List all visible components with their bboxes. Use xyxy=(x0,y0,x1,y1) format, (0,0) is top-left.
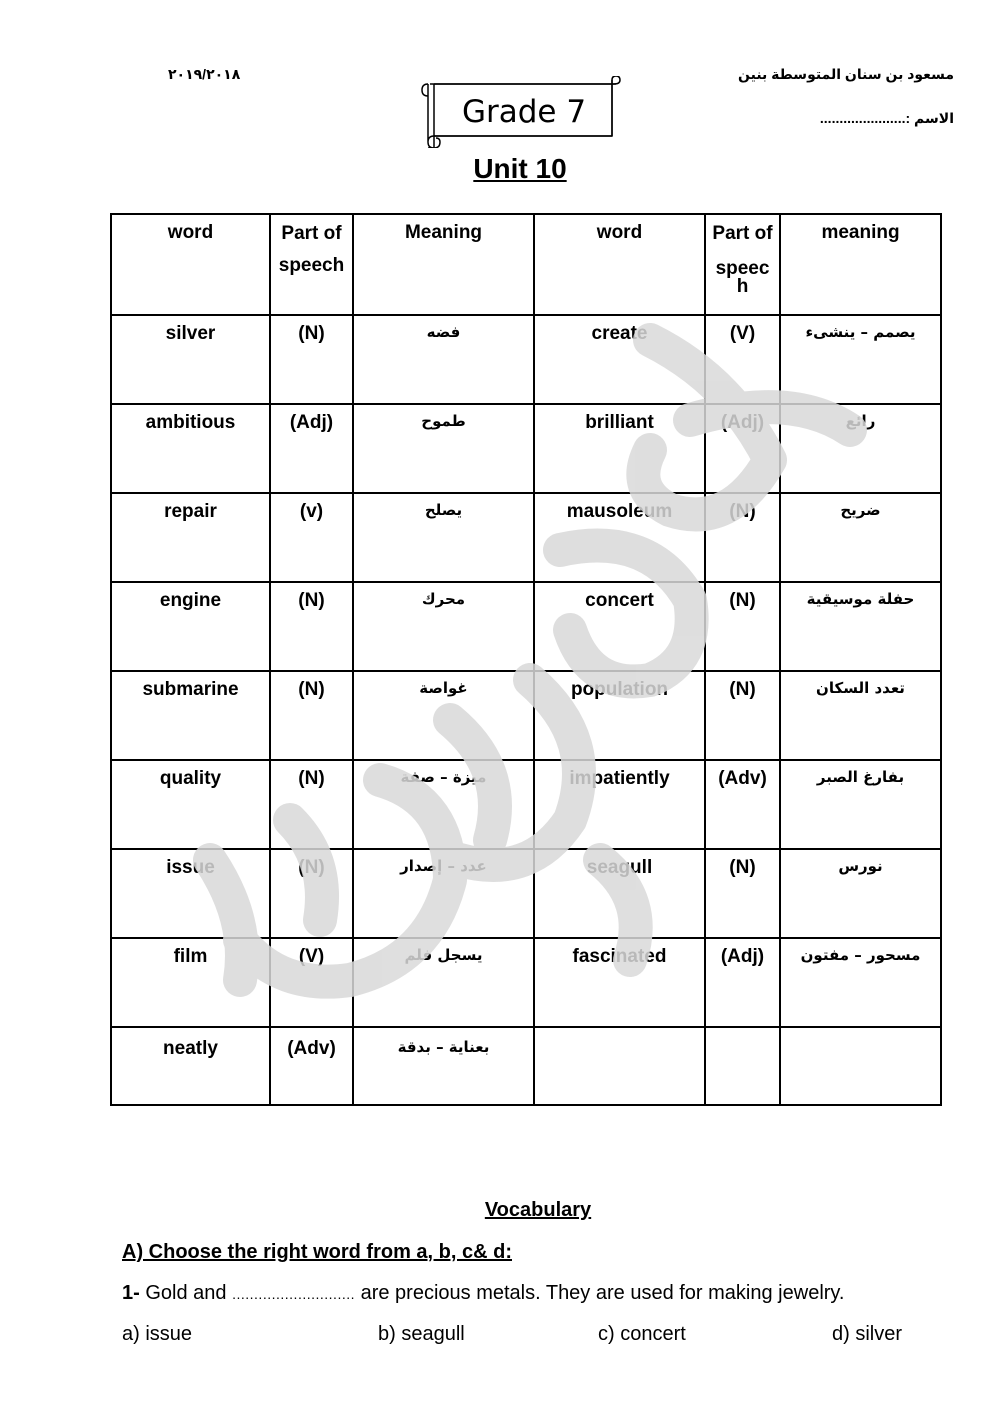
meaning-1-text: محرك xyxy=(421,590,466,608)
meaning-2-text: تعدد السكان xyxy=(816,679,905,697)
cell-pos-1 xyxy=(270,404,353,493)
section-a-instruction: A) Choose the right word from a, b, c& d: xyxy=(122,1241,512,1263)
meaning-1-text: يصلح xyxy=(424,501,463,519)
table-row xyxy=(111,671,941,760)
word-1-text: issue xyxy=(166,857,215,878)
cell-meaning-1 xyxy=(353,315,534,404)
pos-2-text xyxy=(706,1028,779,1038)
cell-meaning-1 xyxy=(353,404,534,493)
meaning-2-text: بفارغ الصبر xyxy=(816,768,905,786)
header-pos-2: Part of speec h xyxy=(705,214,780,315)
table-row xyxy=(111,404,941,493)
cell-meaning-2 xyxy=(780,760,941,849)
pos-2-text: (N) xyxy=(729,501,756,522)
cell-pos-2 xyxy=(705,582,780,671)
pos-1-text: (N) xyxy=(298,590,325,611)
cell-word-1 xyxy=(111,1027,270,1105)
cell-pos-2 xyxy=(705,493,780,582)
question-number: 1- xyxy=(122,1282,140,1304)
cell-pos-1 xyxy=(270,493,353,582)
word-2-text: brilliant xyxy=(585,412,654,433)
table-row xyxy=(111,938,941,1027)
cell-meaning-1 xyxy=(353,760,534,849)
word-1-text: ambitious xyxy=(145,412,236,433)
pos-2-text: (Adv) xyxy=(718,768,767,789)
header-meaning-2: meaning xyxy=(780,214,941,315)
word-2-text: seagull xyxy=(586,857,653,878)
grade-title: Grade 7 xyxy=(461,94,587,130)
pos-2-text: (N) xyxy=(729,590,756,611)
word-2-text: impatiently xyxy=(569,768,670,789)
pos-1-text: (N) xyxy=(298,323,325,344)
word-1-text: submarine xyxy=(142,679,239,700)
word-2-text: concert xyxy=(585,590,654,611)
cell-meaning-1 xyxy=(353,493,534,582)
cell-meaning-2 xyxy=(780,582,941,671)
meaning-1-text: يسجل فلم xyxy=(404,946,483,964)
cell-word-1 xyxy=(111,315,270,404)
cell-meaning-1 xyxy=(353,582,534,671)
cell-pos-2 xyxy=(705,1027,780,1105)
pos-1-text: (Adv) xyxy=(287,1038,336,1059)
pos-1-text: (N) xyxy=(298,679,325,700)
word-1-text: repair xyxy=(164,501,217,522)
cell-word-1 xyxy=(111,938,270,1027)
unit-title: Unit 10 xyxy=(473,153,567,184)
cell-word-2 xyxy=(534,760,705,849)
table-row xyxy=(111,760,941,849)
pos-1-text: (v) xyxy=(299,501,324,522)
cell-word-2 xyxy=(534,582,705,671)
meaning-2-text: ضريح xyxy=(840,501,881,519)
word-1-text: quality xyxy=(159,768,222,789)
cell-meaning-1 xyxy=(353,1027,534,1105)
cell-meaning-1 xyxy=(353,938,534,1027)
school-year: ٢٠١٩/٢٠١٨ xyxy=(168,66,241,82)
cell-meaning-1 xyxy=(353,849,534,938)
cell-pos-1 xyxy=(270,671,353,760)
cell-pos-1 xyxy=(270,582,353,671)
cell-word-1 xyxy=(111,849,270,938)
header-word-1: word xyxy=(111,214,270,315)
meaning-2-text xyxy=(781,1028,940,1038)
question-text-before: Gold and xyxy=(139,1282,233,1304)
word-2-text: create xyxy=(591,323,648,344)
header-meaning-1: Meaning xyxy=(353,214,534,315)
table-row xyxy=(111,1027,941,1105)
meaning-1-text: بعناية – بدقة xyxy=(397,1038,490,1056)
pos-2-text: (V) xyxy=(729,323,756,344)
header-pos-1: Part of speech xyxy=(270,214,353,315)
cell-word-1 xyxy=(111,493,270,582)
cell-meaning-2 xyxy=(780,493,941,582)
word-1-text: silver xyxy=(165,323,216,344)
cell-pos-2 xyxy=(705,671,780,760)
cell-pos-1 xyxy=(270,849,353,938)
cell-word-2 xyxy=(534,849,705,938)
word-1-text: neatly xyxy=(163,1038,218,1059)
pos-1-text: (N) xyxy=(298,768,325,789)
cell-word-1 xyxy=(111,760,270,849)
cell-pos-2 xyxy=(705,404,780,493)
pos-1-text: (Adj) xyxy=(289,412,334,433)
pos-2-text: (N) xyxy=(729,679,756,700)
cell-pos-1 xyxy=(270,315,353,404)
cell-word-2 xyxy=(534,1027,705,1105)
meaning-2-text: رائع xyxy=(845,412,876,430)
cell-word-2 xyxy=(534,671,705,760)
meaning-1-text: غواصة xyxy=(419,679,468,697)
table-row xyxy=(111,582,941,671)
word-2-text xyxy=(535,1028,704,1038)
pos-2-text: (Adj) xyxy=(720,946,765,967)
cell-meaning-2 xyxy=(780,849,941,938)
pos-2-text: (Adj) xyxy=(720,412,765,433)
cell-word-2 xyxy=(534,315,705,404)
cell-pos-1 xyxy=(270,1027,353,1105)
meaning-1-text: طموح xyxy=(421,412,466,430)
option-b: b) seagull xyxy=(378,1323,465,1345)
cell-meaning-2 xyxy=(780,671,941,760)
cell-pos-2 xyxy=(705,760,780,849)
word-2-text: population xyxy=(570,679,669,700)
meaning-2-text: حفلة موسيقية xyxy=(806,590,915,608)
question-text-after: are precious metals. They are used for making jewelry. xyxy=(355,1282,845,1304)
cell-pos-1 xyxy=(270,760,353,849)
cell-meaning-1 xyxy=(353,671,534,760)
pos-2-text: (N) xyxy=(729,857,756,878)
pos-1-text: (N) xyxy=(298,857,325,878)
cell-pos-2 xyxy=(705,315,780,404)
meaning-1-text: ميزة – صفة xyxy=(400,768,487,786)
meaning-2-text: يصمم – ينشىء xyxy=(805,323,916,341)
table-row xyxy=(111,315,941,404)
cell-word-1 xyxy=(111,404,270,493)
cell-word-2 xyxy=(534,493,705,582)
option-d: d) silver xyxy=(832,1323,903,1345)
option-a: a) issue xyxy=(122,1323,193,1345)
cell-pos-2 xyxy=(705,938,780,1027)
word-2-text: mausoleum xyxy=(566,501,673,522)
cell-word-2 xyxy=(534,404,705,493)
answer-blank: ............................ xyxy=(232,1286,356,1302)
table-row xyxy=(111,849,941,938)
meaning-2-text: نورس xyxy=(838,857,883,875)
cell-meaning-2 xyxy=(780,315,941,404)
meaning-2-text: مسحور – مفتون xyxy=(800,946,921,964)
cell-pos-1 xyxy=(270,938,353,1027)
word-2-text: fascinated xyxy=(572,946,667,967)
pos-1-text: (V) xyxy=(298,946,325,967)
cell-meaning-2 xyxy=(780,1027,941,1105)
school-name: مسعود بن سنان المتوسطة بنين xyxy=(738,66,954,82)
option-c: c) concert xyxy=(598,1323,686,1345)
question-1 xyxy=(122,1282,845,1305)
meaning-1-text: عدد – إصدار xyxy=(400,857,487,875)
cell-pos-2 xyxy=(705,849,780,938)
name-field: الاسم :...................... xyxy=(819,110,954,126)
header-word-2: word xyxy=(534,214,705,315)
cell-meaning-2 xyxy=(780,938,941,1027)
table-header-row xyxy=(111,214,941,315)
cell-word-2 xyxy=(534,938,705,1027)
table-row xyxy=(111,493,941,582)
meaning-1-text: فضه xyxy=(426,323,461,341)
cell-word-1 xyxy=(111,582,270,671)
vocabulary-heading: Vocabulary xyxy=(484,1199,592,1221)
vocabulary-table xyxy=(110,213,942,1106)
word-1-text: film xyxy=(173,946,208,967)
cell-word-1 xyxy=(111,671,270,760)
word-1-text: engine xyxy=(159,590,222,611)
cell-meaning-2 xyxy=(780,404,941,493)
